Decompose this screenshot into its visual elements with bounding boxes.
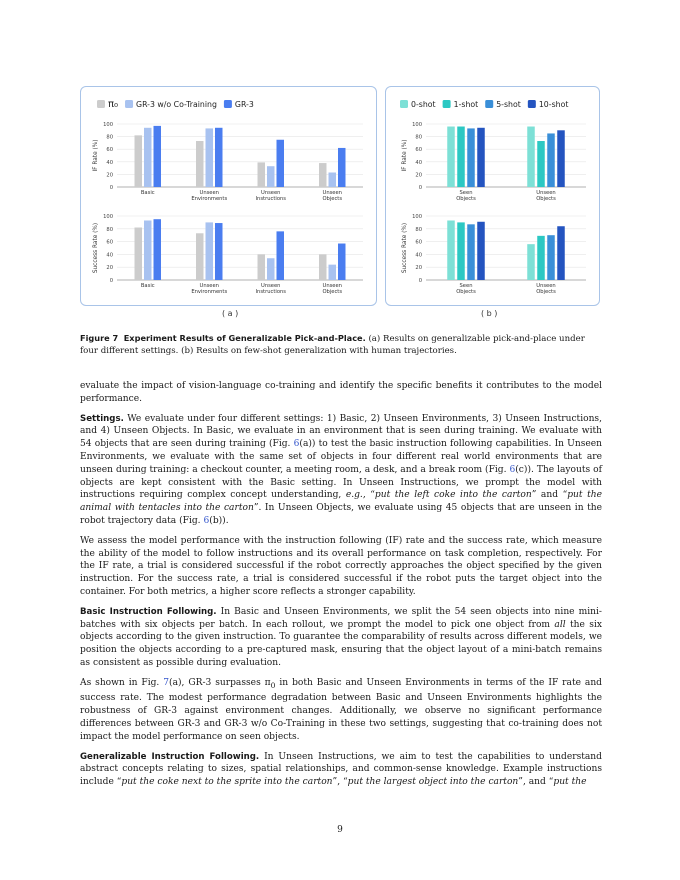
chart-panel-a	[81, 87, 376, 305]
y-axis-label: Success Rate (%)	[402, 222, 408, 274]
y-tick-label: 80	[415, 226, 422, 233]
y-tick-label: 60	[106, 147, 113, 154]
bar--	[258, 254, 266, 280]
y-tick-label: 60	[415, 147, 422, 154]
bar--	[135, 228, 143, 280]
x-tick-label: Objects	[322, 289, 343, 295]
body-text	[80, 380, 602, 796]
y-tick-label: 0	[418, 185, 422, 191]
y-tick-label: 40	[415, 159, 422, 166]
x-tick-label: Basic	[140, 190, 155, 196]
x-tick-label: Unseen	[322, 190, 342, 196]
bar-1-shot	[457, 127, 465, 187]
y-tick-label: 60	[415, 239, 422, 246]
y-tick-label: 20	[415, 265, 422, 272]
bar-0-shot	[447, 127, 455, 187]
bar-gr-3-w-o-co-training	[329, 173, 337, 187]
caption-title: Experiment Results of Generalizable Pick-and-Place.	[123, 333, 366, 343]
legend-entry: 10-shot	[538, 100, 569, 109]
x-tick-label: Environments	[191, 196, 228, 202]
bar-5-shot	[467, 224, 475, 280]
bar-10-shot	[477, 222, 485, 280]
bar--	[135, 135, 143, 187]
x-tick-label: Unseen	[536, 190, 556, 196]
y-tick-label: 40	[106, 159, 113, 166]
y-tick-label: 0	[109, 185, 113, 191]
legend-swatch	[400, 100, 408, 108]
y-tick-label: 60	[106, 239, 113, 246]
x-tick-label: Seen	[459, 190, 473, 196]
figure-panel-b	[385, 86, 600, 306]
bar-gr-3	[215, 128, 223, 187]
x-tick-label: Unseen	[536, 283, 556, 289]
y-tick-label: 40	[106, 252, 113, 259]
figure-ref-link[interactable]: 6	[203, 515, 210, 526]
paragraph-results: As shown in Fig. 7(a), GR-3 surpasses $\pi_0$ in both Basic and Unseen Environments in terms of the IF rate and success rate. The modest performance degradation between Basic and Unseen Environments highlights the robustness of GR-3 against environment changes. Additionally, we observe no significant performance differences between GR-3 and GR-3 w/o Co-Training in these two settings, suggesting that co-training does not impact the model performance on seen objects.	[80, 677, 602, 742]
heading-generalizable: Generalizable Instruction Following.	[80, 751, 260, 762]
x-tick-label: Environments	[191, 289, 228, 295]
legend-swatch	[528, 100, 536, 108]
x-tick-label: Objects	[456, 289, 476, 295]
x-tick-label: Unseen	[199, 283, 219, 289]
bar-gr-3	[338, 148, 346, 187]
bar-10-shot	[557, 130, 565, 187]
figure-ref-link[interactable]: 7	[163, 677, 170, 688]
bar-gr-3	[215, 223, 223, 280]
y-axis-label: Success Rate (%)	[93, 222, 99, 274]
figure-ref-link[interactable]: 6	[293, 439, 300, 450]
x-tick-label: Objects	[456, 196, 476, 202]
caption-text: (a) Results on generalizable pick-and-place under four different settings. (b) Results on few-shot generalization with human trajectories.	[80, 334, 585, 356]
y-tick-label: 20	[106, 265, 113, 272]
legend-swatch	[224, 100, 232, 108]
legend-entry: 5-shot	[496, 100, 521, 109]
bar-5-shot	[547, 133, 555, 187]
panel-b-label: ( b )	[481, 309, 498, 318]
bar--	[196, 141, 204, 187]
legend-entry: GR-3	[234, 100, 254, 109]
heading-basic: Basic Instruction Following.	[80, 606, 217, 617]
x-tick-label: Objects	[536, 196, 556, 202]
x-tick-label: Unseen	[199, 190, 219, 196]
y-tick-label: 0	[109, 278, 113, 284]
chart-panel-b	[386, 87, 599, 305]
bar-1-shot	[537, 141, 545, 187]
bar-1-shot	[537, 236, 545, 280]
y-tick-label: 100	[412, 122, 422, 128]
x-tick-label: Seen	[459, 283, 473, 289]
page-number: 9	[337, 825, 343, 835]
x-tick-label: Unseen	[261, 190, 281, 196]
y-tick-label: 20	[415, 172, 422, 179]
y-axis-label: IF Rate (%)	[402, 139, 408, 172]
x-tick-label: Instructions	[255, 196, 286, 202]
bar-5-shot	[547, 235, 555, 280]
y-tick-label: 80	[106, 226, 113, 233]
figure-caption	[80, 332, 600, 357]
bar-gr-3-w-o-co-training	[206, 128, 214, 187]
heading-settings: Settings.	[80, 413, 124, 424]
panel-a-label: ( a )	[222, 309, 239, 318]
figure-ref-link[interactable]: 6	[509, 464, 516, 475]
bar--	[258, 162, 266, 187]
bar-0-shot	[447, 220, 455, 280]
caption-label: Figure 7	[80, 333, 119, 343]
legend-entry: GR-3 w/o Co-Training	[136, 100, 217, 109]
bar-1-shot	[457, 222, 465, 280]
bar-gr-3	[277, 140, 285, 187]
legend-swatch	[125, 100, 133, 108]
paragraph-generalizable: Generalizable Instruction Following. In Unseen Instructions, we aim to test the capabilities to understand abstract concepts relating to sizes, spatial relationships, and common-sense knowledge. Example instructions include “put the coke next to the sprite into the carton”, “put the largest object into the carton”, and “put the	[80, 751, 602, 788]
bar-gr-3	[338, 244, 346, 280]
paragraph-intro: evaluate the impact of vision-language co-training and identify the specific benefits it contributes to the model performance.	[80, 381, 602, 404]
paragraph-settings: Settings. We evaluate under four different settings: 1) Basic, 2) Unseen Environments, 3) Unseen Instructions, and 4) Unseen Objects. In Basic, we evaluate in an environment that is seen during training. We evaluate with 54 objects that are seen during training (Fig. 6(a)) to test the basic instruction following capabilities. In Unseen Environments, we evaluate with the same set of objects in four different real world environments that are unseen during training: a checkout counter, a meeting room, a desk, and a break room (Fig. 6(c)). The layouts of objects are kept consistent with the Basic setting. In Unseen Instructions, we prompt the model with instructions requiring complex concept understanding, e.g., “put the left coke into the carton” and “put the animal with tentacles into the carton”. In Unseen Objects, we evaluate using 45 objects that are unseen in the robot trajectory data (Fig. 6(b)).	[80, 413, 602, 526]
legend-swatch	[443, 100, 451, 108]
legend-entry: π₀	[108, 99, 119, 110]
y-tick-label: 100	[103, 122, 113, 128]
bar--	[319, 163, 327, 187]
x-tick-label: Objects	[322, 196, 343, 202]
x-tick-label: Unseen	[261, 283, 281, 289]
bar-gr-3-w-o-co-training	[267, 166, 275, 187]
paragraph-metrics: We assess the model performance with the instruction following (IF) rate and the success rate, which measure the ability of the model to follow instructions and its overall performance on task completion, respectively. For the IF rate, a trial is considered successful if the robot correctly approaches the object specified by the given instruction. For the success rate, a trial is considered successful if the robot puts the target object into the container. For both metrics, a higher score reflects a stronger capability.	[80, 535, 602, 597]
legend-entry: 1-shot	[453, 100, 479, 109]
bar-gr-3	[154, 126, 162, 187]
x-tick-label: Instructions	[255, 289, 286, 295]
x-tick-label: Unseen	[322, 283, 342, 289]
legend-entry: 0-shot	[411, 100, 436, 109]
bar-gr-3-w-o-co-training	[267, 258, 275, 280]
figure-panel-a	[80, 86, 377, 306]
bar-gr-3-w-o-co-training	[206, 222, 214, 280]
x-tick-label: Objects	[536, 289, 556, 295]
y-tick-label: 20	[106, 172, 113, 179]
y-tick-label: 80	[106, 134, 113, 141]
y-axis-label: IF Rate (%)	[93, 139, 99, 172]
legend-swatch	[485, 100, 493, 108]
bar-gr-3	[154, 219, 162, 280]
bar-5-shot	[467, 128, 475, 187]
y-tick-label: 40	[415, 252, 422, 259]
bar-gr-3-w-o-co-training	[144, 128, 152, 187]
bar-10-shot	[477, 128, 485, 187]
bar-gr-3-w-o-co-training	[144, 220, 152, 280]
y-tick-label: 80	[415, 134, 422, 141]
paragraph-basic: Basic Instruction Following. In Basic and Unseen Environments, we split the 54 seen objects into nine mini-batches with six objects per batch. In each rollout, we prompt the model to pick one object from all the six objects according to the given instruction. To guarantee the comparability of results across different models, we position the objects according to a pre-captured mask, ensuring that the object layout of a mini-batch remains as consistent as possible during evaluation.	[80, 606, 602, 668]
y-tick-label: 0	[418, 278, 422, 284]
x-tick-label: Basic	[140, 283, 155, 289]
bar-0-shot	[527, 127, 535, 187]
bar-gr-3-w-o-co-training	[329, 265, 337, 280]
y-tick-label: 100	[103, 214, 113, 220]
bar--	[196, 233, 204, 280]
legend-swatch	[97, 100, 105, 108]
y-tick-label: 100	[412, 214, 422, 220]
bar-0-shot	[527, 244, 535, 280]
bar-gr-3	[277, 231, 285, 280]
bar--	[319, 254, 327, 280]
bar-10-shot	[557, 226, 565, 280]
